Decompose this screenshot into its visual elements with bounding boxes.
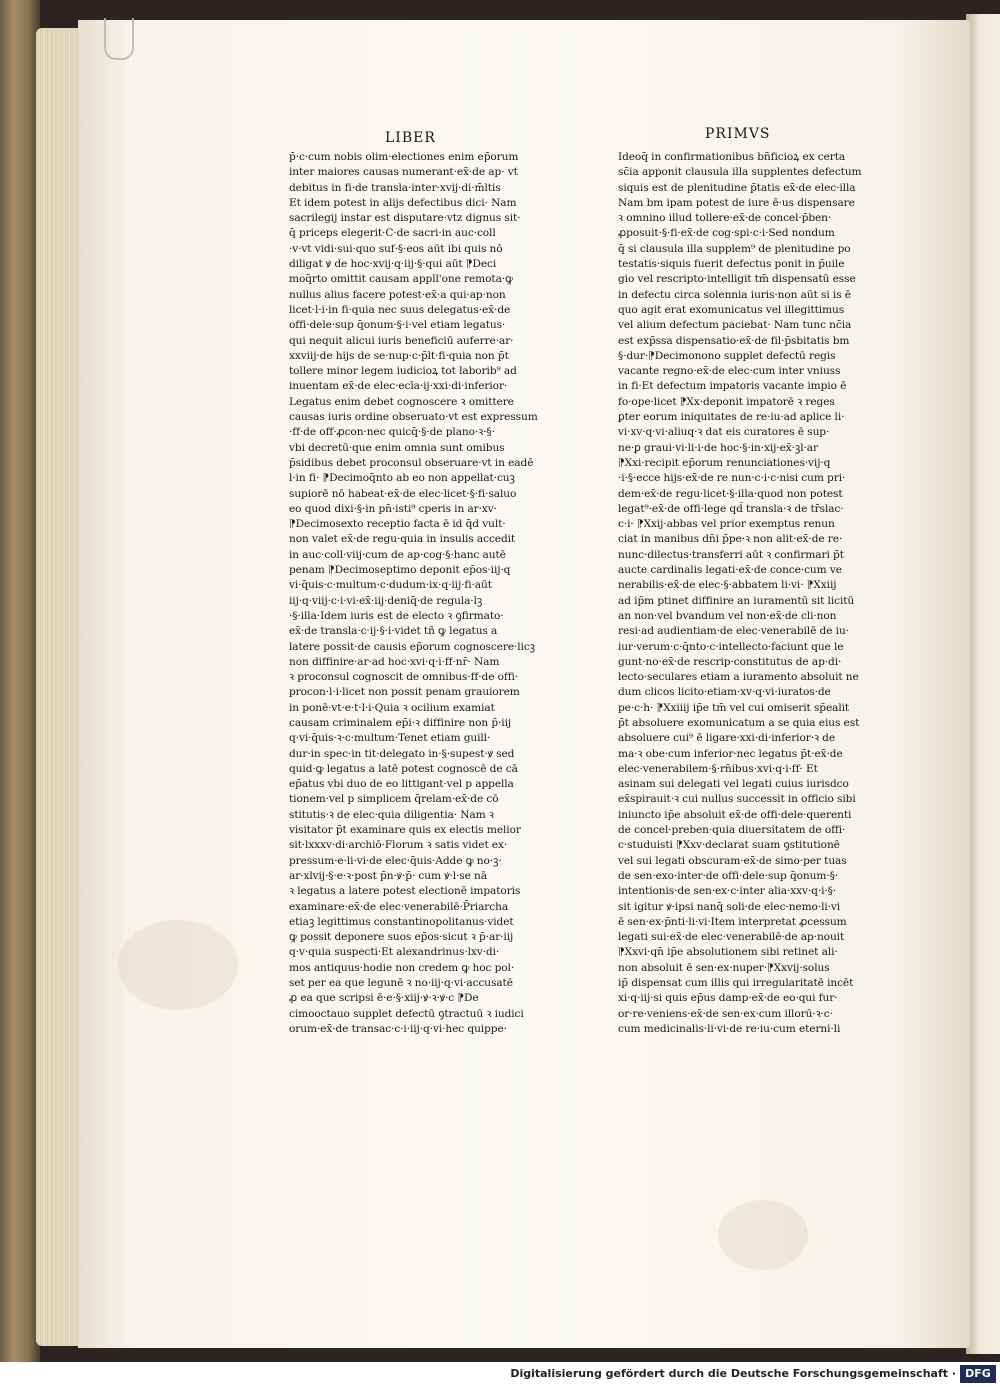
facing-page-edge [966, 14, 1000, 1354]
text-line: pressum·e·li·vi·de elec·q̄uis·Adde ꝙ no·ꝫ· [289, 854, 502, 867]
text-line: c·i· ⁋Xxij·abbas vel prior exemptus renun [618, 518, 835, 531]
text-line: sacrilegij instar est disputare·vtz dignus sit· [289, 212, 521, 225]
text-line: quo agit erat exomunicatus vel illegittimus [618, 303, 845, 316]
text-line: vi·xv·q·vi·aliuq·ꝛ dat eis curatores ē sup· [618, 426, 830, 439]
page-edges [36, 28, 84, 1346]
text-line: ep̄atus vbi duo de eo littigant·vel p appella [289, 778, 514, 791]
text-line: Ideoq̄ in confirmationibus bn̄ficioꝝ ex certa [618, 151, 846, 163]
book-binding [0, 0, 40, 1362]
running-header-right: PRIMVS [705, 126, 771, 142]
text-line: p̄t absoluere exomunicatum a se quia eius est [618, 716, 860, 729]
text-line: legat⁹·ex̄·de offi·lege qd̄ transla·ꝛ de tr̄slac· [618, 502, 844, 515]
text-line: lecto·seculares etiam a iuramento absoluit ne [618, 671, 859, 684]
text-line: mos antiquus·hodie non credem ꝙ hoc pol· [289, 961, 515, 974]
text-line: ⁋Decimosexto receptio facta ē id q̄d vult· [289, 518, 506, 531]
text-line: ex̄·de transla·c·ij·§·i·videt tñ ꝙ legatus a [289, 625, 498, 638]
text-line: Nam bm ipam potest de iure ē·us dispensare [618, 196, 855, 209]
text-line: visitator p̄t examinare quis ex electis melior [289, 824, 521, 837]
text-line: legati sui·ex̄·de elec·venerabilē·de ap·nouit [618, 931, 845, 944]
text-line: or·re·veniens·ex̄·de sen·ex·cum illorū·ꝛ·c· [618, 1007, 833, 1020]
text-line: ⁋Xxi·recipit ep̄orum renunciationes·vij·q [618, 456, 831, 469]
text-line: ·v·vt vidi·sui·quo suf·§·eos aūt ibi quis nō [289, 242, 503, 255]
text-column-right [618, 150, 893, 1037]
text-line: testatis·siquis fuerit defectus ponit in p̄uile [618, 258, 845, 271]
text-line: in ponē·vt·e·t·l·i·Quia ꝛ ocilium examiat [289, 701, 495, 714]
text-line: absoluere cui⁹ ē ligare·xxi·di·inferior·ꝛ de [618, 732, 836, 745]
text-line: c·studuisti ⁋Xxv·declarat suam ꝯstitutionē [618, 839, 840, 852]
text-line: de sen·exo·inter·de offi·dele·sup q̄onum·§· [618, 869, 839, 882]
text-line: ꝓ ea que scripsi ē·e·§·xiij·ꝟ·ꝛ·ꝟ·c ⁋De [289, 992, 479, 1005]
text-line: p̄·c·cum nobis olim·electiones enim ep̄orum [289, 151, 519, 163]
text-line: non absoluit ē sen·ex·nuper·⁋Xxvij·solus [618, 961, 830, 974]
text-line: ·i·§·ecce hijs·ex̄·de re nun·c·i·c·nisi cum pri· [618, 472, 846, 485]
text-line: resi·ad audientiam·de elec·venerabilē de iu· [618, 625, 849, 638]
text-line: l·in fi· ⁋Decimoq̄nto ab eo non appellat·cuꝫ [289, 472, 515, 485]
text-line: non diffinire·ar·ad hoc·xvi·q·i·ff·nr̄· Nam [289, 655, 500, 668]
text-line: Legatus enim debet cognoscere ꝛ omittere [289, 395, 514, 408]
text-line: penam ⁋Decimoseptimo deponit ep̄os·iij·q [289, 564, 511, 577]
text-line: p̄sidibus debet proconsul obseruare·vt in eadē [289, 456, 534, 469]
text-line: iij·q·viij·c·i·vi·ex̄·iij·deniq̄·de regula·lꝫ [289, 594, 483, 607]
text-line: vbi decretū·que enim omnia sunt omibus [289, 441, 505, 454]
text-line: in auc·coll·viij·cum de ap·cog·§·hanc autē [289, 548, 506, 561]
text-line: est exp̄ssa dispensatio·ex̄·de fil·p̄sbitatis bm [618, 334, 850, 347]
text-line: siquis est de plenitudine p̄tatis ex̄·de elec·illa [618, 181, 856, 194]
text-line: tollere minor legem iudicioꝝ tot laborib⁹ ad [289, 365, 517, 378]
text-line: de concel·preben·quia diuersitatem de offi· [618, 824, 846, 837]
text-line: ar·xlvij·§·e·ꝛ·post p̄n·ꝟ·p̄· cum ꝟ·l·se nā [289, 869, 487, 882]
text-line: diligat ꝟ de hoc·xvij·q·iij·§·qui aūt ⁋Deci [289, 258, 497, 271]
running-header-left: LIBER [385, 130, 436, 146]
text-line: elec·venerabilem·§·rn̄ibus·xvi·q·i·ff· Et [618, 762, 818, 775]
text-line: set per ea que legunē ꝛ no·iij·q·vi·accusatē [289, 977, 513, 990]
text-line: examinare·ex̄·de elec·venerabilē·P̄riarcha [289, 900, 509, 913]
text-line: q·v·quia suspecti·Et alexandrinus·lxv·di· [289, 946, 500, 959]
text-line: etiaꝫ legittimus constantinopolitanus·videt [289, 915, 514, 928]
text-line: asinam sui delegati vel legati cuius iurisdco [618, 778, 849, 791]
text-line: vi·q̄uis·c·multum·c·dudum·ix·q·iij·fi·aūt [289, 579, 492, 592]
text-line: qui nequit alicui iuris beneficiū auferre·ar· [289, 334, 514, 347]
text-line: eo quod dixi·§·in pn̄·isti⁹ cperis in ar·xv· [289, 502, 497, 515]
text-line: dum clicos licito·etiam·xv·q·vi·iuratos·de [618, 686, 831, 699]
text-line: fo·ope·licet ⁋Xx·deponit impatorē ꝛ reges [618, 395, 835, 408]
text-line: procon·l·i·licet non possit penam grauiorem [289, 686, 520, 699]
text-line: xxviij·de hijs de se·nup·c·p̄lt·fi·quia non p̄t [289, 349, 509, 362]
text-line: ē sen·ex·p̄nti·li·vi·Item interpretat ꝓcessum [618, 915, 847, 928]
text-line: nunc·dilectus·transferri aūt ꝛ confirmari p̄t [618, 548, 844, 561]
text-line: in defectu circa solennia iuris·non aūt si is ē [618, 288, 851, 301]
text-line: xi·q·iij·si quis ep̄us damp·ex̄·de eo·qui fur· [618, 992, 838, 1005]
text-line: ·§·illa·Idem iuris est de electo ꝛ ꝯfirmato· [289, 609, 504, 622]
text-line: ciat in manibus dn̄i p̄pe·ꝛ non alit·ex̄·de re· [618, 533, 843, 546]
text-column-left [289, 150, 559, 1037]
text-line: inter maiores causas numerant·ex̄·de ap· vt [289, 166, 518, 179]
text-line: offi·dele·sup q̄onum·§·i·vel etiam legatus· [289, 319, 506, 332]
text-line: stitutis·ꝛ de elec·quia diligentia· Nam ꝛ [289, 808, 494, 821]
text-line: ꝛ proconsul cognoscit de omnibus·ff·de offi· [289, 671, 519, 684]
text-line: ꝛ omnino illud tollere·ex̄·de concel·p̄ben· [618, 212, 832, 225]
text-line: aucte cardinalis legati·ex̄·de conce·cum ve [618, 564, 842, 577]
text-line: q̄ si clausula illa supplem⁹ de plenitudine po [618, 242, 851, 255]
text-line: quid·ꝙ legatus a latē potest cognoscē de cā [289, 762, 518, 775]
text-line: orum·ex̄·de transac·c·i·iij·q·vi·hec quippe· [289, 1022, 507, 1035]
text-line: ad ip̄m ptinet diffinire an iuramentū sit licitū [618, 594, 855, 607]
text-line: causam criminalem ep̄i·ꝛ diffinire non p̄·iij [289, 716, 512, 729]
text-line: sit·lxxxv·di·archiō·Florum ꝛ satis videt ex· [289, 839, 508, 852]
text-line: gunt·no·ex̄·de rescrip·constitutus de ap·di· [618, 655, 842, 668]
text-line: nerabilis·ex̄·de elec·§·abbatem li·vi· ⁋Xxiij [618, 579, 837, 592]
text-line: non valet ex̄·de regu·quia in insulis accedit [289, 533, 516, 546]
text-line: cimooctauo supplet defectū ꝯtractuū ꝛ iudici [289, 1007, 524, 1020]
text-line: sc̄ia apponit clausula illa supplentes defectum [618, 166, 862, 179]
text-line: q·vi·q̄uis·ꝛ·c·multum·Tenet etiam guill· [289, 732, 491, 745]
paper-stain [118, 920, 238, 1010]
text-line: dur·in spec·in tit·delegato in·§·supest·ꝟ sed [289, 747, 515, 760]
text-line: in fi·Et defectum impatoris vacante impio ē [618, 380, 847, 393]
text-line: intentionis·de sen·ex·c·inter alia·xxv·q·i·§· [618, 885, 837, 898]
text-line: debitus in fi·de transla·inter·xvij·di·m̄ltis [289, 181, 501, 194]
funding-notice: Digitalisierung gefördert durch die Deutsche Forschungsgemeinschaft · [510, 1367, 956, 1380]
text-line: moq̄rto omittit causam appll'one remota·ꝙ [289, 273, 513, 286]
text-line: vacante regno·ex̄·de elec·cum inter vniuss [618, 365, 841, 378]
text-line: tionem·vel p simplicem q̄relam·ex̄·de cō [289, 793, 499, 806]
text-line: nullus alius facere potest·ex̄·a qui·ap·non [289, 288, 506, 301]
text-line: ꝙ possit deponere suos ep̄os·sicut ꝛ p̄·ar·iij [289, 931, 514, 944]
text-line: vel sui legati obscuram·ex̄·de simo·per tuas [618, 854, 847, 867]
paperclip-icon [104, 18, 134, 60]
text-line: ex̄spirauit·ꝛ cui nullus successit in officio sibi [618, 793, 856, 806]
paper-stain [718, 1200, 808, 1270]
text-line: gio vel rescripto·intelligit tm̄ dispensatū esse [618, 273, 856, 286]
text-line: ꝓposuit·§·fi·ex̄·de cog·spi·c·i·Sed nondum [618, 227, 835, 240]
text-line: dem·ex̄·de regu·licet·§·illa·quod non potest [618, 487, 843, 500]
text-line: causas iuris ordine obseruato·vt est expressum [289, 411, 538, 424]
text-line: ne·ꝑ graui·vi·li·i·de hoc·§·in·xij·ex̄·ꝫl·ar [618, 441, 818, 454]
text-line: ·ff·de off·ꝓcon·nec quicq̄·§·de plano·ꝛ·§· [289, 426, 495, 439]
text-line: ⁋Xxvi·qn̄ ip̄e absolutionem sibi retinet ali· [618, 946, 838, 959]
text-line: inuentam ex̄·de elec·ecīa·ij·xxi·di·inferior· [289, 380, 508, 393]
text-line: pe·c·h· ⁋Xxiiij ip̄e tm̄ vel cui omiserit sp̄ealit [618, 701, 850, 714]
text-line: licet·l·i·in fi·quia nec suus delegatus·ex̄·de [289, 303, 511, 316]
footer-bar [0, 1362, 1000, 1387]
text-line: latere possit·de causis ep̄orum cognoscere·licꝫ [289, 640, 535, 653]
text-line: an non·vel bvandum vel non·ex̄·de cli·non [618, 609, 837, 622]
text-line: §·dur·⁋Decimonono supplet defectū regis [618, 349, 836, 362]
text-line: vel alium defectum paciebat· Nam tunc nc̄ia [618, 319, 852, 332]
text-line: cum medicinalis·li·vi·de re·iu·cum eterni·li [618, 1022, 841, 1035]
text-line: ma·ꝛ obe·cum inferior·nec legatus p̄t·ex̄·de [618, 747, 843, 760]
text-line: iur·verum·c·q̄nto·c·intellecto·faciunt que le [618, 640, 844, 653]
dfg-logo: DFG [960, 1365, 996, 1383]
text-line: ꝑter eorum iniquitates de re·iu·ad aplice li· [618, 411, 845, 424]
text-line: ip̄ dispensat cum illis qui irregularitatē incēt [618, 977, 854, 990]
text-line: Et idem potest in alijs defectibus dici· Nam [289, 196, 517, 209]
text-line: sit igitur ꝟ·ipsi nanq̄ soli·de elec·nemo·li·vi [618, 900, 841, 913]
text-line: supiorē nō habeat·ex̄·de elec·licet·§·fi·saluo [289, 487, 517, 500]
text-line: q̄ priceps elegerit·C·de sacri·in auc·coll [289, 227, 496, 240]
text-line: ꝛ legatus a latere potest electionē impatoris [289, 885, 521, 898]
text-line: iniuncto ip̄e absoluit ex̄·de offi·dele·querenti [618, 808, 852, 821]
